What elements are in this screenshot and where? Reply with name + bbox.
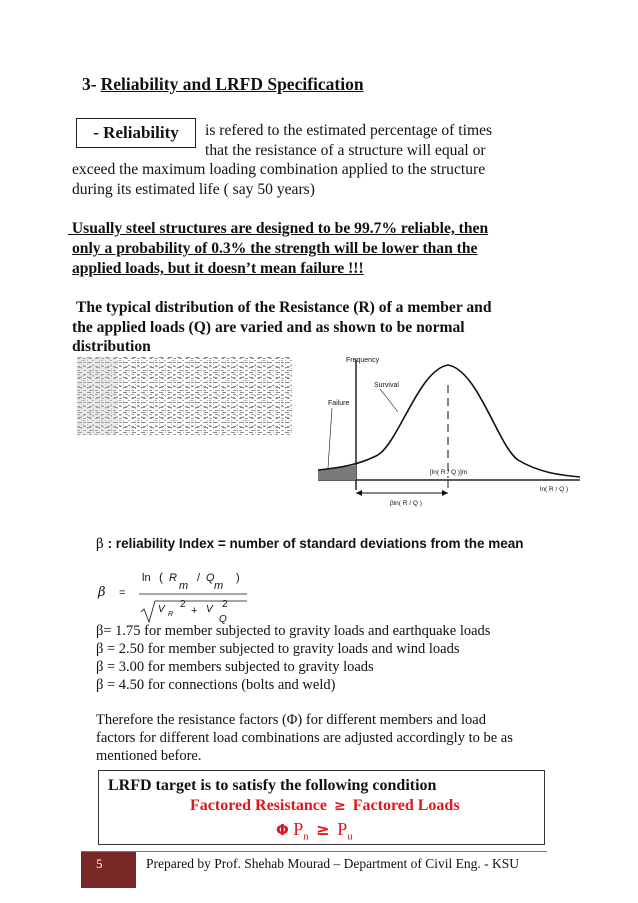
axis-label: ln( R / Q ) (540, 486, 569, 493)
distribution-figure (318, 350, 580, 515)
formula-beta: β (98, 585, 106, 600)
formula-ln: ln (142, 572, 151, 584)
therefore-line-3: mentioned before. (96, 748, 202, 764)
reliability-note-line-1: Usually steel structures are designed to be 99.7% reliable, then (68, 220, 489, 237)
footer-rule (81, 851, 547, 852)
geq-symbol-2: ≥ (316, 820, 330, 839)
formula-m1: m (179, 580, 189, 592)
distribution-line-3: distribution (72, 338, 151, 355)
sub-n: n (303, 830, 309, 843)
factored-loads: Factored Loads (352, 797, 460, 814)
reliability-note-line-3: applied loads, but it doesn’t mean failure !!! (72, 260, 364, 277)
beta-symbol: β (96, 536, 104, 552)
formula-plus: + (191, 605, 198, 617)
beta-value-4: β = 4.50 for connections (bolts and weld) (96, 677, 336, 693)
section-heading (82, 74, 364, 95)
footer-text: Prepared by Prof. Shehab Mourad – Department of Civil Eng. - KSU (146, 856, 520, 871)
P-n: P (293, 819, 304, 839)
formula-m2: m (214, 580, 224, 592)
formula-sub-R: R (168, 611, 174, 618)
lrfd-line-1: LRFD target is to satisfy the following condition (108, 777, 437, 794)
phi-symbol: Φ (276, 821, 289, 839)
geq-symbol: ≥ (334, 798, 346, 814)
beta-formula (95, 568, 265, 624)
beta-value-2: β = 2.50 for member subjected to gravity loads and wind loads (96, 641, 460, 657)
lrfd-equation (276, 819, 353, 843)
therefore-line-2: factors for different load combinations are adjusted accordingly to be as (96, 730, 513, 746)
formula-close: ) (236, 572, 240, 584)
reliability-note-line-2: only a probability of 0.3% the strength will be lower than the (72, 240, 478, 257)
frequency-label: Frequency (346, 357, 380, 364)
formula-V1: V (158, 604, 165, 615)
definition-line-4: during its estimated life ( say 50 years) (72, 181, 315, 198)
beta-definition-text: : reliability Index = number of standard deviations from the mean (103, 536, 524, 551)
formula-sub-Q: Q (219, 614, 227, 624)
formula-equals: = (119, 587, 126, 599)
reliability-label-box: - Reliability (76, 118, 196, 148)
distribution-line-1: The typical distribution of the Resistance (R) of a member and (76, 299, 492, 316)
beta-value-1: β= 1.75 for member subjected to gravity loads and earthquake loads (96, 623, 491, 639)
formula-R: R (169, 572, 177, 584)
lrfd-factored-line (190, 797, 460, 815)
P-u: P (337, 819, 348, 839)
formula-two2: 2 (222, 599, 228, 610)
beta-label: βln( R / Q ) (390, 500, 422, 507)
factored-resistance: Factored Resistance (190, 797, 327, 814)
page-number: 5 (96, 856, 103, 871)
formula-V2: V (206, 604, 213, 615)
definition-line-3: exceed the maximum loading combination applied to the structure (72, 161, 486, 178)
normal-curve (318, 365, 580, 477)
failure-label: Failure (328, 400, 350, 407)
therefore-line-1: Therefore the resistance factors (Φ) for different members and load (96, 712, 486, 728)
scan-noise-image (77, 357, 293, 435)
section-title: Reliability and LRFD Specification (100, 74, 364, 94)
definition-line-1: is refered to the estimated percentage of times (205, 122, 493, 139)
beta-value-3: β = 3.00 for members subjected to gravity loads (96, 659, 374, 675)
distribution-line-2: the applied loads (Q) are varied and as shown to be normal (72, 319, 465, 336)
mean-label: [ln( R / Q )]m (430, 469, 468, 476)
beta-definition (96, 536, 524, 552)
formula-two1: 2 (180, 599, 186, 610)
sub-u: u (347, 830, 353, 843)
section-number: 3- (82, 74, 97, 94)
formula-open: ( (159, 570, 163, 584)
footer-page-box (81, 851, 136, 888)
survival-label: Survival (374, 382, 399, 389)
formula-slash: / (197, 572, 201, 584)
formula-Q: Q (206, 572, 215, 584)
definition-line-2: that the resistance of a structure will equal or (205, 142, 486, 159)
